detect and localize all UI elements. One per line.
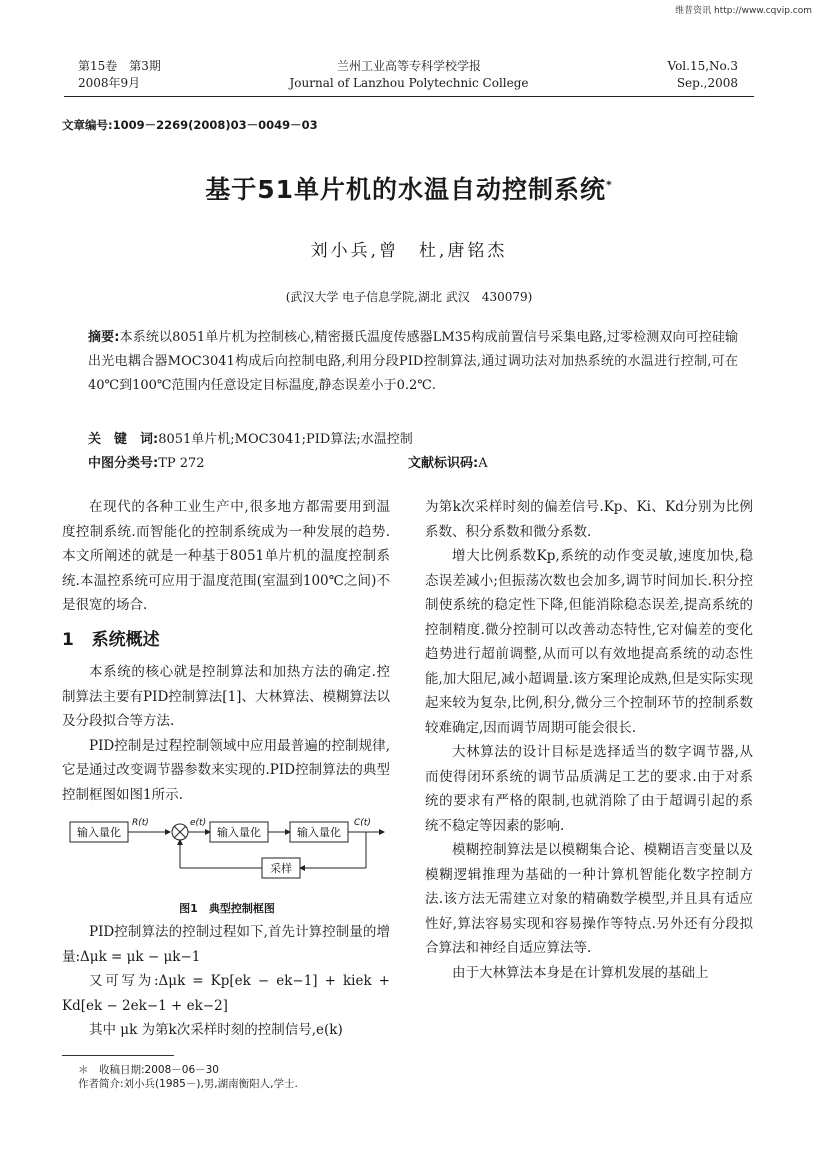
paragraph: 为第k次采样时刻的偏差信号.Kp、Ki、Kd分别为比例系数、积分系数和微分系数.	[425, 499, 753, 540]
doc-code-text: A	[478, 456, 488, 471]
affiliation: (武汉大学 电子信息学院,湖北 武汉 430079)	[285, 290, 533, 304]
paper-title	[0, 170, 818, 206]
header-rule	[64, 96, 754, 97]
intro-paragraph: 在现代的各种工业生产中,很多地方都需要用到温度控制系统.而智能化的控制系统成为一种发展的趋势.本文所阐述的就是一种基于8051单片机的温度控制系统.本温控系统可应用于温度范围(室温到100℃之间)不是很宽的场合.	[62, 499, 390, 613]
left-column-body	[62, 660, 390, 807]
e-label: e(t)	[190, 818, 207, 828]
section-title: 系统概述	[91, 630, 160, 650]
title-footnote-mark: *	[606, 178, 613, 192]
figure-caption: 图1 典型控制框图	[179, 902, 275, 915]
document-code	[408, 452, 488, 471]
received-date: ＊ 收稿日期:2008－06－30	[78, 1064, 219, 1076]
right-column	[425, 495, 753, 985]
paragraph: 其中 μk 为第k次采样时刻的控制信号,e(k)	[89, 1022, 343, 1038]
footnote-rule	[62, 1055, 174, 1056]
article-number: 文章编号:1009－2269(2008)03－0049－03	[62, 118, 318, 132]
box3-label: 输入量化	[297, 826, 341, 839]
keywords-text: 8051单片机;MOC3041;PID算法;水温控制	[158, 432, 413, 447]
abstract-label: 摘要:	[88, 330, 120, 345]
paragraph: 由于大林算法本身是在计算机发展的基础上	[452, 964, 709, 981]
volume-issue: 第15卷 第3期	[78, 59, 161, 73]
abstract	[88, 326, 738, 398]
paragraph: 本系统的核心就是控制算法和加热方法的确定.控制算法主要有PID控制算法[1]、大林算法、模糊算法以及分段拟合等方法.	[62, 664, 390, 729]
clc-label: 中图分类号:	[88, 456, 159, 471]
box1-label: 输入量化	[77, 826, 121, 839]
paragraph: 又可写为:Δμk = Kp[ek − ek−1] + kiek + Kd[ek − 2ek−1 + ek−2]	[62, 973, 390, 1014]
keywords	[88, 428, 413, 447]
journal-name-en: Journal of Lanzhou Polytechnic College	[289, 76, 529, 90]
abstract-text: 本系统以8051单片机为控制核心,精密摄氏温度传感器LM35构成前置信号采集电路,过零检测双向可控硅输出光电耦合器MOC3041构成后向控制电路,利用分段PID控制算法,通过调功法对加热系统的水温进行控制,可在40℃到100℃范围内任意设定目标温度,静态误差小于0.2℃.	[88, 330, 738, 393]
section-number: 1	[62, 630, 74, 650]
paragraph: 增大比例系数Kp,系统的动作变灵敏,速度加快,稳态误差减小;但振荡次数也会加多,调节时间加长.积分控制使系统的稳定性下降,但能消除稳态误差,提高系统的控制精度.微分控制可以改善动态特性,它对偏差的变化趋势进行超前调整,从而可以有效地提高系统的动态性能,加大阻尼,减小超调量.该方案理论成熟,但是实际实现起来较为复杂,比例,积分,微分三个控制环节的控制系数较难确定,因而调节周期可能会很长.	[425, 548, 753, 736]
author-bio: 作者简介:刘小兵(1985－),男,湖南衡阳人,学士.	[78, 1078, 298, 1090]
r-label: R(t)	[132, 818, 149, 828]
paragraph: 大林算法的设计目标是选择适当的数字调节器,从而使得闭环系统的调节品质满足工艺的要求.由于对系统的要求有严格的限制,也就消除了由于超调引起的系统不稳定等因素的影响.	[425, 744, 753, 834]
c-label: C(t)	[354, 818, 371, 828]
left-column-equations	[62, 920, 390, 1043]
authors: 刘小兵,曾 杜,唐铭杰	[310, 241, 508, 261]
control-block-diagram	[62, 810, 392, 885]
doc-code-label: 文献标识码:	[408, 456, 479, 471]
clc-number	[88, 452, 205, 471]
paper-title-text: 基于51单片机的水温自动控制系统	[205, 175, 607, 204]
paragraph: PID控制是过程控制领域中应用最普遍的控制规律,它是通过改变调节器参数来实现的.PID控制算法的典型控制框图如图1所示.	[62, 737, 390, 803]
journal-name-cn: 兰州工业高等专科学校学报	[336, 59, 481, 73]
issue-info-en	[668, 58, 739, 92]
left-column-intro	[62, 495, 390, 618]
box4-label: 采样	[270, 862, 292, 875]
issue-date: 2008年9月	[78, 76, 141, 90]
issue-date-en: Sep.,2008	[676, 76, 738, 90]
clc-text: TP 272	[158, 456, 205, 471]
volume-issue-en: Vol.15,No.3	[667, 59, 738, 73]
section-heading	[62, 625, 160, 650]
paragraph: 模糊控制算法是以模糊集合论、模糊语言变量以及模糊逻辑推理为基础的一种计算机智能化数字控制方法.该方法无需建立对象的精确数学模型,并且具有适应性好,算法容易实现和容易操作等特点.另外还有分段拟合算法和神经自适应算法等.	[425, 842, 753, 956]
keywords-label: 关 键 词:	[88, 432, 159, 447]
watermark: 维普资讯 http://www.cqvip.com	[675, 6, 812, 16]
box2-label: 输入量化	[217, 826, 261, 839]
footnote	[78, 1063, 298, 1091]
paragraph: PID控制算法的控制过程如下,首先计算控制量的增量:Δμk = μk − μk−1	[62, 924, 390, 965]
